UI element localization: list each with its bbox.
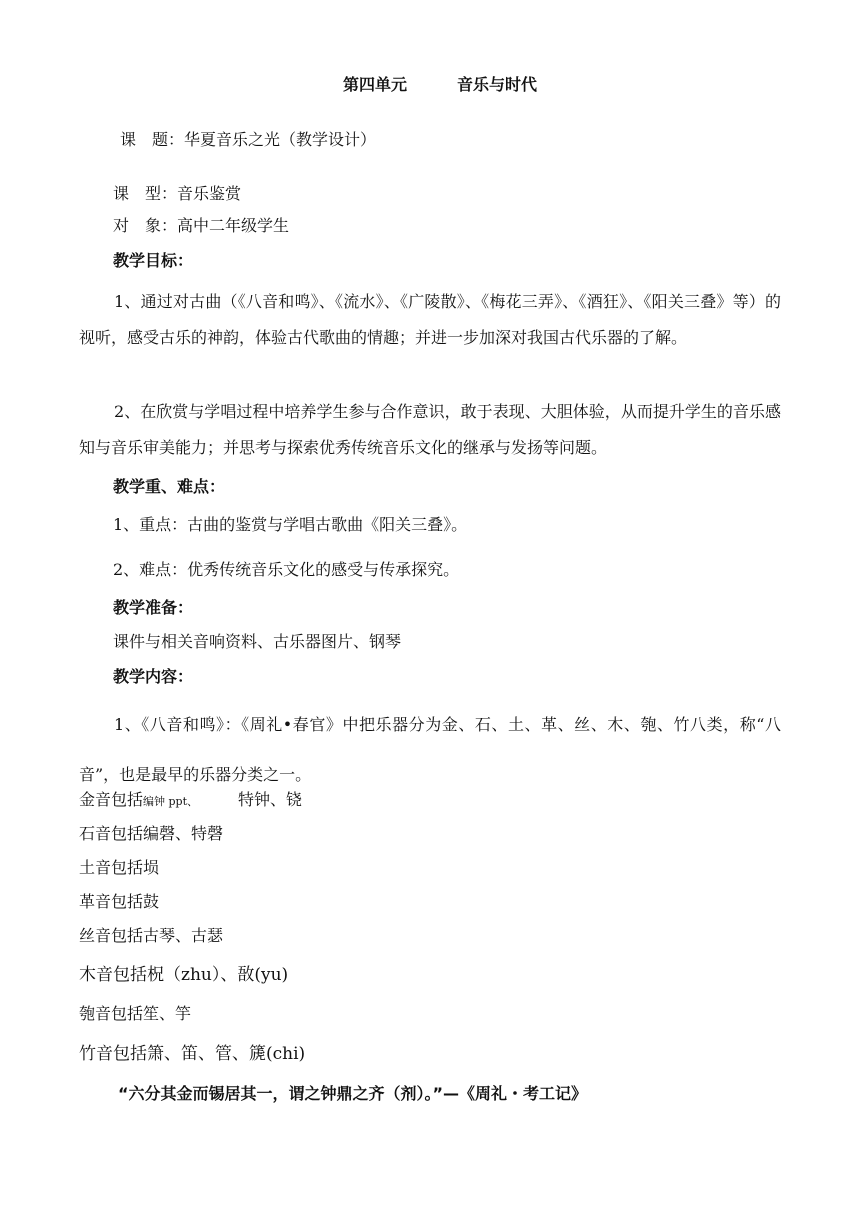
instrument-metal bbox=[79, 789, 302, 813]
focus-item-2: 2、难点：优秀传统音乐文化的感受与传承探究。 bbox=[113, 560, 460, 579]
metal-note: 编钟 ppt、 bbox=[143, 795, 199, 808]
instrument-earth: 土音包括埙 bbox=[79, 858, 160, 877]
instrument-silk: 丝音包括古琴、古瑟 bbox=[79, 926, 224, 945]
prep-heading: 教学准备： bbox=[113, 598, 194, 617]
content-intro: 1、《八音和鸣》：《周礼•春官》中把乐器分为金、石、土、革、丝、木、匏、竹八类，称“八音”，也是最早的乐器分类之一。 bbox=[79, 715, 781, 784]
unit-theme: 音乐与时代 bbox=[457, 75, 538, 94]
goals-heading: 教学目标： bbox=[113, 251, 194, 270]
instrument-gourd: 匏音包括笙、竽 bbox=[79, 1004, 192, 1023]
goal-item-1: 1、通过对古曲（《八音和鸣》、《流水》、《广陵散》、《梅花三弄》、《酒狂》、《阳关三叠》等）的视听，感受古乐的神韵，体验古代歌曲的情趣；并进一步加深对我国古代乐器的了解。 bbox=[79, 292, 781, 347]
instrument-stone: 石音包括编磬、特磬 bbox=[79, 824, 224, 843]
metal-label: 金音包括 bbox=[79, 790, 144, 809]
instrument-bamboo: 竹音包括箫、笛、管、篪(chi) bbox=[79, 1044, 306, 1064]
content-heading: 教学内容： bbox=[113, 667, 194, 686]
focus-heading: 教学重、难点： bbox=[113, 477, 226, 496]
instrument-wood: 木音包括柷（zhu）、敔(yu) bbox=[79, 965, 289, 985]
metal-items: 特钟、铙 bbox=[238, 790, 303, 809]
page-header bbox=[343, 74, 537, 96]
unit-label: 第四单元 bbox=[343, 75, 408, 94]
classic-quote: “六分其金而锡居其一，谓之钟鼎之齐（剂）。”—《周礼・考工记》 bbox=[118, 1084, 588, 1103]
lesson-audience: 对 象：高中二年级学生 bbox=[113, 216, 290, 235]
lesson-type: 课 型：音乐鉴赏 bbox=[113, 184, 242, 203]
lesson-topic: 课 题：华夏音乐之光（教学设计） bbox=[120, 130, 377, 149]
instrument-leather: 革音包括鼓 bbox=[79, 892, 160, 911]
goal-item-2: 2、在欣赏与学唱过程中培养学生参与合作意识，敢于表现、大胆体验，从而提升学生的音乐感知与音乐审美能力；并思考与探索优秀传统音乐文化的继承与发扬等问题。 bbox=[79, 402, 781, 457]
focus-item-1: 1、重点：古曲的鉴赏与学唱古歌曲《阳关三叠》。 bbox=[113, 515, 468, 534]
prep-text: 课件与相关音响资料、古乐器图片、钢琴 bbox=[113, 632, 402, 651]
